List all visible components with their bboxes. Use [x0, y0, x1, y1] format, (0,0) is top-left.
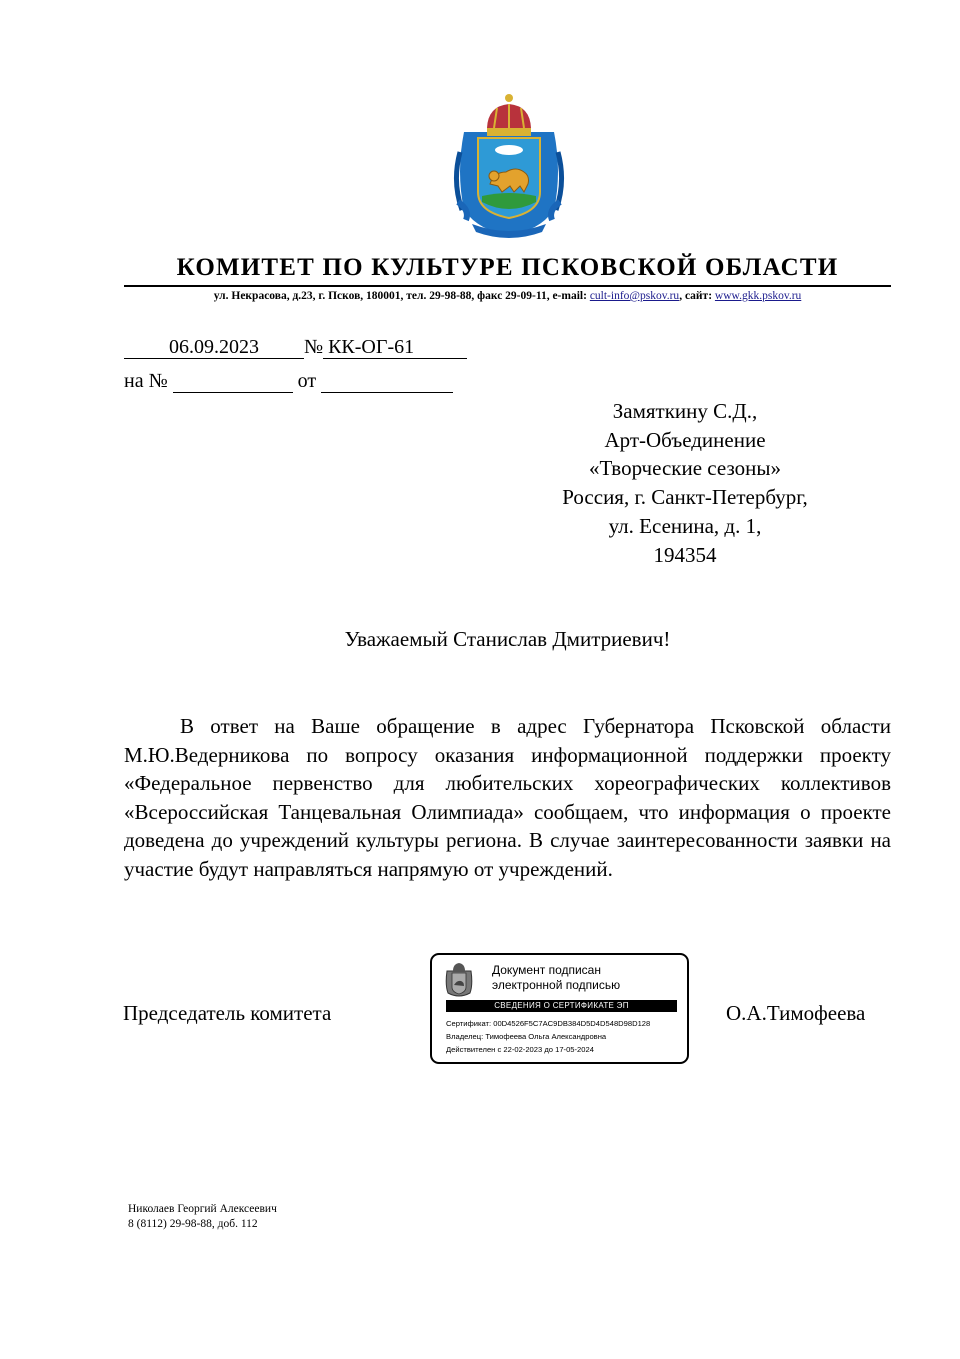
organization-title: КОМИТЕТ ПО КУЛЬТУРЕ ПСКОВСКОЙ ОБЛАСТИ — [176, 254, 839, 281]
stamp-certificate-header: СВЕДЕНИЯ О СЕРТИФИКАТЕ ЭП — [446, 1000, 677, 1012]
stamp-certificate: Сертификат: 00D4526F5C7AC9DB384D5D4D548D98D128 — [446, 1019, 651, 1028]
site-label: , сайт: — [679, 290, 715, 302]
addressee-line: «Творческие сезоны» — [589, 456, 781, 481]
letter-body: В ответ на Ваше обращение в адрес Губернатора Псковской области М.Ю.Ведерникова по вопросу оказания информационной поддержки проекту «Федеральное первенство для любительских хореографических коллективов «Всероссийская Танцевальная Олимпиада» сообщаем, что информация о проекте доведена до учреждений культуры региона. В случае заинтересованности заявки на участие будут направляться напрямую от учреждений. — [124, 714, 891, 881]
reply-number-blank — [173, 370, 293, 393]
addressee-line: Арт-Объединение — [604, 427, 766, 452]
signer-name: О.А.Тимофеева — [726, 1001, 866, 1025]
registration-number: КК-ОГ-61 — [323, 336, 467, 359]
addressee-block — [520, 397, 850, 569]
contact-line — [124, 290, 891, 302]
addressee-line: 194354 — [653, 542, 717, 567]
reply-from-label: от — [297, 370, 317, 392]
reply-date-blank — [321, 370, 453, 393]
addressee-line: Россия, г. Санкт-Петербург, — [562, 485, 808, 510]
letterhead-rule — [124, 285, 891, 287]
stamp-validity: Действителен с 22-02-2023 до 17-05-2024 — [446, 1045, 594, 1054]
contact-address: ул. Некрасова, д.23, г. Псков, 180001, тел. 29-98-88, факс 29-09-11, e-mail: — [213, 290, 590, 302]
performer-block — [128, 1202, 277, 1232]
registration-row — [124, 336, 467, 359]
e-signature-stamp — [430, 953, 689, 1064]
number-sign: № — [304, 336, 324, 358]
stamp-emblem-icon — [444, 961, 474, 999]
site-link[interactable]: www.gkk.pskov.ru — [714, 290, 802, 302]
registration-date: 06.09.2023 — [124, 336, 304, 359]
addressee-line: ул. Есенина, д. 1, — [608, 513, 762, 538]
salutation: Уважаемый Станислав Дмитриевич! — [344, 627, 671, 651]
email-link[interactable]: cult-info@pskov.ru — [589, 290, 680, 302]
performer-phone: 8 (8112) 29-98-88, доб. 112 — [128, 1218, 258, 1230]
pskov-coat-of-arms-icon — [450, 92, 568, 242]
stamp-owner: Владелец: Тимофеева Ольга Александровна — [446, 1032, 607, 1041]
stamp-title: Документ подписан электронной подписью — [492, 963, 621, 992]
reply-prefix: на № — [124, 370, 168, 392]
performer-name: Николаев Георгий Алексеевич — [128, 1203, 277, 1215]
signer-position: Председатель комитета — [123, 1001, 332, 1025]
addressee-line: Замяткину С.Д., — [612, 399, 758, 423]
reply-row — [124, 370, 453, 393]
